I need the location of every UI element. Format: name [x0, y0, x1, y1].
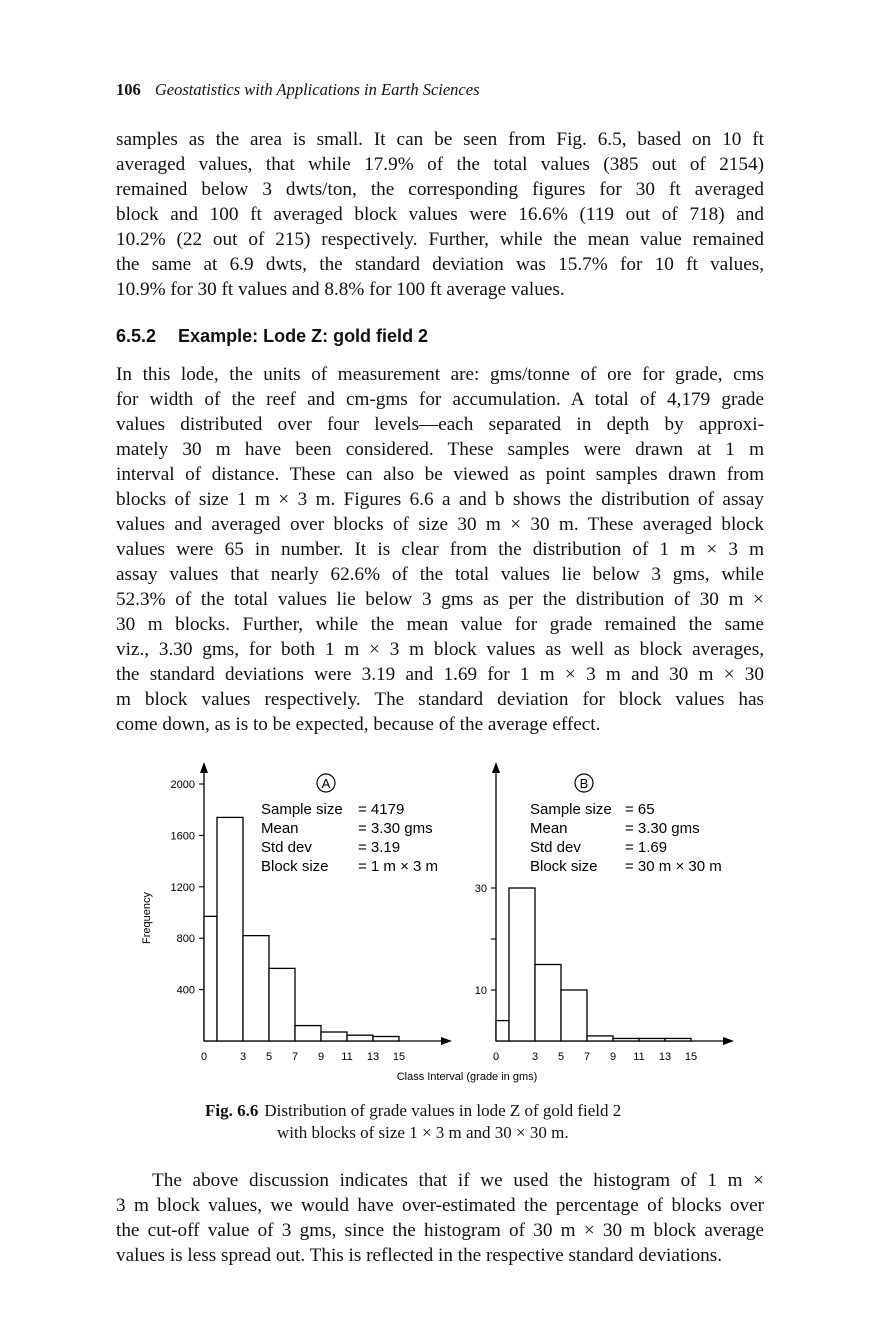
section-title: Example: Lode Z: gold field 2 [178, 326, 429, 346]
stat-key: Std dev [530, 839, 581, 856]
stat-value: = 1.69 [625, 839, 668, 856]
paragraph-1 [116, 127, 764, 302]
y-tick-label: 2000 [170, 779, 195, 791]
histogram-bar [269, 968, 295, 1041]
stat-value: = 65 [625, 801, 655, 818]
y-tick-label: 1200 [170, 881, 195, 894]
x-tick-label: 9 [317, 1051, 325, 1063]
text-line: interval of distance. These can also be viewed as point samples drawn from [116, 464, 764, 485]
text-line: The above discussion indicates that if we used the histogram of 1 m × [152, 1170, 764, 1191]
figure-6-6 [130, 758, 750, 1098]
y-tick-label: 400 [176, 984, 195, 997]
x-tick-label: 7 [291, 1051, 299, 1063]
text-line: block and 100 ft averaged block values were 16.6% (119 out of 718) and [116, 204, 764, 225]
histogram-bar [217, 817, 243, 1041]
text-line: come down, as is to be expected, because of the average effect. [116, 714, 601, 735]
y-tick-label: 800 [176, 933, 195, 946]
histogram-bar [535, 965, 561, 1042]
x-tick-label: 5 [557, 1051, 565, 1063]
y-tick-label: 30 [474, 883, 487, 895]
stat-key: Mean [261, 820, 299, 837]
histogram-bar [639, 1038, 665, 1041]
paragraph-2 [116, 362, 764, 737]
stat-value: = 3.30 gms [625, 820, 700, 837]
paragraph-3 [116, 1168, 764, 1268]
y-tick-label: 1600 [170, 830, 195, 843]
text-line: the standard deviations were 3.19 and 1.69 for 1 m × 3 m and 30 m × 30 [116, 664, 764, 685]
histogram-bar [496, 1021, 509, 1041]
x-tick-label: 3 [531, 1051, 539, 1063]
histogram-bar [295, 1026, 321, 1041]
text-line: viz., 3.30 gms, for both 1 m × 3 m block values as well as block averages, [116, 639, 764, 660]
x-tick-label: 13 [658, 1051, 672, 1063]
histogram-bar [509, 888, 535, 1041]
stat-value: = 1 m × 3 m [358, 858, 439, 875]
section-heading [116, 326, 428, 347]
text-line: m block values respectively. The standard deviation for block values has [116, 689, 764, 710]
y-axis-label: Frequency [141, 892, 153, 944]
stat-key: Sample size [261, 801, 343, 818]
stat-key: Block size [261, 858, 329, 875]
stat-key: Sample size [530, 801, 612, 818]
x-axis-label: Class Interval (grade in gms) [396, 1071, 538, 1083]
text-line: the same at 6.9 dwts, the standard deviation was 15.7% for 10 ft values, [116, 254, 764, 275]
text-line: the cut-off value of 3 gms, since the histogram of 30 m × 30 m block average [116, 1220, 764, 1241]
text-line: values distributed over four levels—each separated in depth by approxi- [116, 414, 764, 435]
x-tick-label: 0 [200, 1051, 208, 1063]
x-tick-label: 3 [239, 1051, 247, 1063]
stat-key: Mean [530, 820, 568, 837]
y-axis-arrow [492, 762, 500, 773]
text-line: 52.3% of the total values lie below 3 gms as per the distribution of 30 m × [116, 589, 764, 610]
text-line: mately 30 m have been considered. These samples were drawn at 1 m [116, 439, 764, 460]
histogram-bar [243, 936, 269, 1041]
panel-label: A [321, 776, 331, 791]
histogram-bar [373, 1037, 399, 1041]
histogram-figure [130, 758, 750, 1093]
histogram-bar [665, 1038, 691, 1041]
text-line: for width of the reef and cm-gms for accumulation. A total of 4,179 grade [116, 389, 764, 410]
x-tick-label: 5 [265, 1051, 273, 1063]
histogram-bar [321, 1032, 347, 1041]
x-tick-label: 15 [392, 1051, 406, 1063]
x-tick-label: 7 [583, 1051, 591, 1063]
x-axis-arrow [723, 1037, 734, 1045]
text-line: remained below 3 dwts/ton, the corresponding figures for 30 ft averaged [116, 179, 764, 200]
text-line: 3 m block values, we would have over-estimated the percentage of blocks over [116, 1195, 764, 1216]
page-number: 106 [116, 80, 141, 99]
histogram-bar [561, 990, 587, 1041]
text-line: blocks of size 1 m × 3 m. Figures 6.6 a and b shows the distribution of assay [116, 489, 764, 510]
stat-key: Block size [530, 858, 598, 875]
caption-label: Fig. 6.6 [205, 1101, 259, 1120]
caption-line-1: Distribution of grade values in lode Z of gold field 2 [264, 1101, 622, 1120]
histogram-bar [347, 1035, 373, 1041]
text-line: values is less spread out. This is reflected in the respective standard deviations. [116, 1245, 723, 1266]
stat-value: = 30 m × 30 m [625, 858, 722, 875]
x-tick-label: 13 [366, 1051, 380, 1063]
text-line: values and averaged over blocks of size 30 m × 30 m. These averaged block [116, 514, 764, 535]
histogram-bar [204, 916, 217, 1041]
y-axis-arrow [200, 762, 208, 773]
text-line: In this lode, the units of measurement are: gms/tonne of ore for grade, cms [116, 364, 764, 385]
y-tick-label: 10 [474, 985, 487, 997]
caption-line-2: with blocks of size 1 × 3 m and 30 × 30 m. [277, 1123, 569, 1142]
running-header [116, 80, 480, 100]
x-tick-label: 15 [684, 1051, 698, 1063]
text-line: 30 m blocks. Further, while the mean value for grade remained the same [116, 614, 764, 635]
section-number: 6.5.2 [116, 326, 157, 346]
x-tick-label: 11 [633, 1051, 645, 1063]
x-tick-label: 9 [609, 1051, 617, 1063]
book-title: Geostatistics with Applications in Earth Sciences [154, 80, 480, 99]
figure-caption [205, 1100, 621, 1144]
text-line: assay values that nearly 62.6% of the total values lie below 3 gms, while [116, 564, 764, 585]
stat-value: = 3.30 gms [358, 820, 433, 837]
text-line: 10.9% for 30 ft values and 8.8% for 100 ft average values. [116, 279, 565, 300]
text-line: values were 65 in number. It is clear from the distribution of 1 m × 3 m [116, 539, 764, 560]
x-tick-label: 11 [341, 1051, 353, 1063]
x-tick-label: 0 [492, 1051, 500, 1063]
stat-key: Std dev [261, 839, 312, 856]
text-line: 10.2% (22 out of 215) respectively. Further, while the mean value remained [116, 229, 764, 250]
text-line: averaged values, that while 17.9% of the total values (385 out of 2154) [116, 154, 764, 175]
x-axis-arrow [441, 1037, 452, 1045]
histogram-bar [587, 1036, 613, 1041]
stat-value: = 4179 [358, 801, 405, 818]
panel-label: B [579, 776, 589, 791]
histogram-bar [613, 1038, 639, 1041]
stat-value: = 3.19 [358, 839, 401, 856]
text-line: samples as the area is small. It can be seen from Fig. 6.5, based on 10 ft [116, 129, 764, 150]
